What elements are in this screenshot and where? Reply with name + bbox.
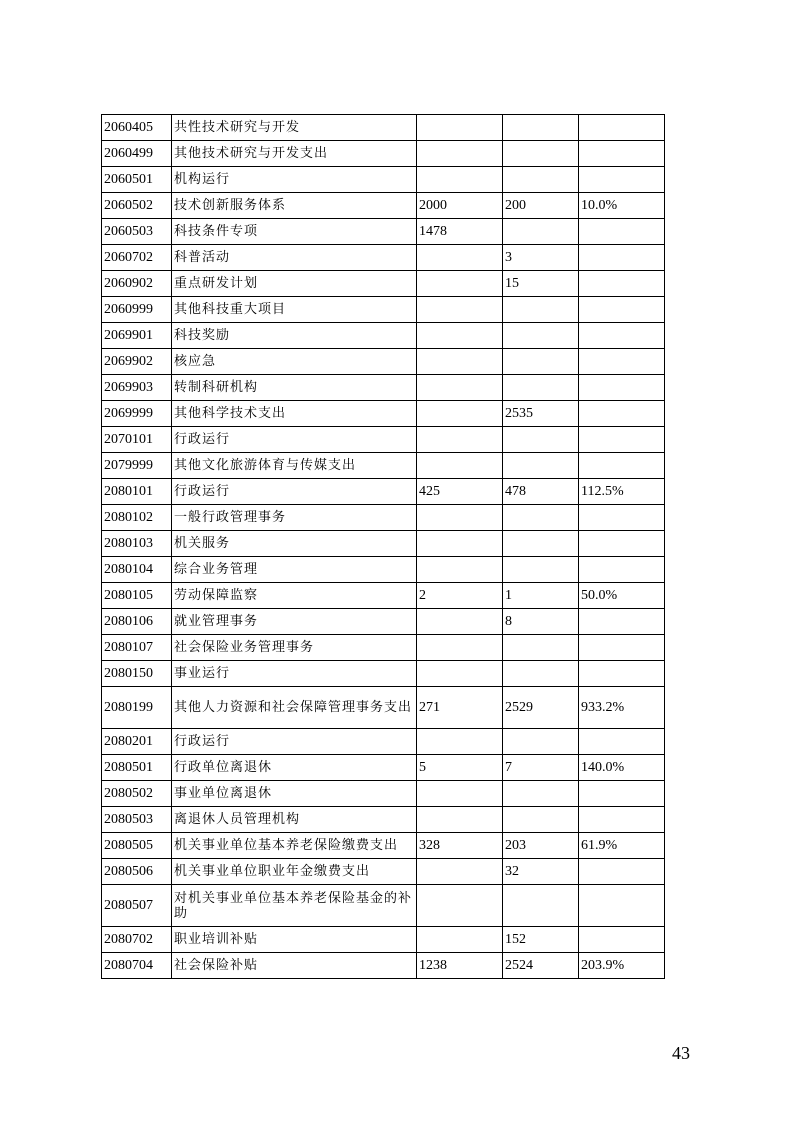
cell-col3: 5 <box>417 755 503 781</box>
cell-col5 <box>579 729 665 755</box>
cell-col5 <box>579 927 665 953</box>
cell-col4 <box>503 557 579 583</box>
cell-col4: 2524 <box>503 953 579 979</box>
cell-col4 <box>503 635 579 661</box>
cell-col4 <box>503 167 579 193</box>
cell-col3 <box>417 885 503 927</box>
table-row <box>102 115 665 141</box>
cell-col3 <box>417 781 503 807</box>
cell-col4: 1 <box>503 583 579 609</box>
cell-code: 2080201 <box>102 729 172 755</box>
cell-name: 其他科学技术支出 <box>172 401 417 427</box>
cell-code: 2070101 <box>102 427 172 453</box>
cell-col4: 152 <box>503 927 579 953</box>
page-number: 43 <box>672 1043 690 1063</box>
cell-col4 <box>503 531 579 557</box>
table-row <box>102 141 665 167</box>
cell-name: 行政单位离退休 <box>172 755 417 781</box>
cell-code: 2080102 <box>102 505 172 531</box>
cell-col4 <box>503 781 579 807</box>
cell-col3 <box>417 661 503 687</box>
cell-name: 科技奖励 <box>172 323 417 349</box>
cell-name: 转制科研机构 <box>172 375 417 401</box>
table-row <box>102 245 665 271</box>
cell-col5 <box>579 505 665 531</box>
cell-code: 2080101 <box>102 479 172 505</box>
cell-col3 <box>417 323 503 349</box>
table-row <box>102 271 665 297</box>
cell-col5 <box>579 167 665 193</box>
cell-name: 行政运行 <box>172 729 417 755</box>
table-row <box>102 635 665 661</box>
cell-name: 重点研发计划 <box>172 271 417 297</box>
cell-col3: 1478 <box>417 219 503 245</box>
cell-code: 2060902 <box>102 271 172 297</box>
cell-col4 <box>503 661 579 687</box>
cell-col3 <box>417 375 503 401</box>
cell-code: 2079999 <box>102 453 172 479</box>
cell-col5 <box>579 807 665 833</box>
cell-col5 <box>579 557 665 583</box>
cell-col5: 140.0% <box>579 755 665 781</box>
cell-code: 2060502 <box>102 193 172 219</box>
cell-col3 <box>417 453 503 479</box>
table-row <box>102 427 665 453</box>
cell-col4 <box>503 505 579 531</box>
table-row <box>102 349 665 375</box>
cell-col4 <box>503 297 579 323</box>
cell-col4: 203 <box>503 833 579 859</box>
cell-col3: 425 <box>417 479 503 505</box>
table-row <box>102 807 665 833</box>
cell-code: 2069999 <box>102 401 172 427</box>
cell-name: 行政运行 <box>172 427 417 453</box>
cell-col3 <box>417 635 503 661</box>
cell-col5 <box>579 609 665 635</box>
cell-code: 2080150 <box>102 661 172 687</box>
cell-name: 核应急 <box>172 349 417 375</box>
cell-code: 2080107 <box>102 635 172 661</box>
table-row <box>102 833 665 859</box>
cell-col4 <box>503 115 579 141</box>
cell-name: 社会保险业务管理事务 <box>172 635 417 661</box>
cell-col5 <box>579 115 665 141</box>
cell-col3: 1238 <box>417 953 503 979</box>
cell-name: 科普活动 <box>172 245 417 271</box>
cell-name: 劳动保障监察 <box>172 583 417 609</box>
cell-code: 2069901 <box>102 323 172 349</box>
cell-name: 综合业务管理 <box>172 557 417 583</box>
table-row <box>102 401 665 427</box>
cell-col4 <box>503 729 579 755</box>
cell-col5 <box>579 859 665 885</box>
cell-code: 2080105 <box>102 583 172 609</box>
cell-col3 <box>417 927 503 953</box>
cell-col3 <box>417 531 503 557</box>
cell-name: 机关事业单位基本养老保险缴费支出 <box>172 833 417 859</box>
table-row <box>102 927 665 953</box>
cell-name: 共性技术研究与开发 <box>172 115 417 141</box>
cell-col5 <box>579 297 665 323</box>
table-row <box>102 609 665 635</box>
cell-name: 就业管理事务 <box>172 609 417 635</box>
cell-code: 2080106 <box>102 609 172 635</box>
cell-col5 <box>579 401 665 427</box>
cell-col3 <box>417 167 503 193</box>
cell-col4: 2535 <box>503 401 579 427</box>
cell-col3 <box>417 115 503 141</box>
cell-col3 <box>417 557 503 583</box>
cell-col5 <box>579 323 665 349</box>
cell-name: 机构运行 <box>172 167 417 193</box>
table-row <box>102 505 665 531</box>
budget-table <box>101 114 665 979</box>
cell-col3: 271 <box>417 687 503 729</box>
cell-col5: 933.2% <box>579 687 665 729</box>
cell-col5 <box>579 781 665 807</box>
table-row <box>102 453 665 479</box>
cell-code: 2080505 <box>102 833 172 859</box>
table-row <box>102 781 665 807</box>
cell-code: 2080502 <box>102 781 172 807</box>
cell-col3 <box>417 401 503 427</box>
cell-code: 2080503 <box>102 807 172 833</box>
table-row <box>102 729 665 755</box>
cell-col3 <box>417 807 503 833</box>
cell-col5 <box>579 453 665 479</box>
cell-col3: 328 <box>417 833 503 859</box>
cell-col5 <box>579 141 665 167</box>
table-body <box>102 115 665 979</box>
cell-col5: 203.9% <box>579 953 665 979</box>
table-row <box>102 193 665 219</box>
cell-col4: 478 <box>503 479 579 505</box>
cell-col3 <box>417 729 503 755</box>
table-row <box>102 297 665 323</box>
cell-col4: 3 <box>503 245 579 271</box>
table-row <box>102 755 665 781</box>
cell-col3 <box>417 427 503 453</box>
table-row <box>102 375 665 401</box>
cell-col5: 112.5% <box>579 479 665 505</box>
cell-col4: 200 <box>503 193 579 219</box>
cell-col4 <box>503 375 579 401</box>
cell-code: 2080506 <box>102 859 172 885</box>
cell-col3: 2 <box>417 583 503 609</box>
cell-name: 技术创新服务体系 <box>172 193 417 219</box>
cell-code: 2069902 <box>102 349 172 375</box>
cell-col4 <box>503 453 579 479</box>
cell-col4 <box>503 141 579 167</box>
cell-name: 其他技术研究与开发支出 <box>172 141 417 167</box>
cell-col3 <box>417 505 503 531</box>
cell-name: 职业培训补贴 <box>172 927 417 953</box>
cell-code: 2080104 <box>102 557 172 583</box>
table-row <box>102 219 665 245</box>
cell-col3 <box>417 349 503 375</box>
cell-name: 事业单位离退休 <box>172 781 417 807</box>
cell-col5 <box>579 531 665 557</box>
cell-col4 <box>503 885 579 927</box>
table-row <box>102 323 665 349</box>
cell-code: 2060999 <box>102 297 172 323</box>
cell-name: 对机关事业单位基本养老保险基金的补助 <box>172 885 417 927</box>
cell-code: 2080704 <box>102 953 172 979</box>
cell-code: 2060499 <box>102 141 172 167</box>
cell-name: 科技条件专项 <box>172 219 417 245</box>
cell-col4 <box>503 349 579 375</box>
table-row <box>102 661 665 687</box>
table-row <box>102 479 665 505</box>
table-row <box>102 557 665 583</box>
cell-col4 <box>503 323 579 349</box>
cell-col3 <box>417 141 503 167</box>
cell-col5 <box>579 635 665 661</box>
cell-name: 一般行政管理事务 <box>172 505 417 531</box>
cell-col5 <box>579 219 665 245</box>
cell-col3 <box>417 297 503 323</box>
cell-code: 2060501 <box>102 167 172 193</box>
cell-col4: 2529 <box>503 687 579 729</box>
table-row <box>102 859 665 885</box>
cell-col4 <box>503 427 579 453</box>
cell-col4 <box>503 219 579 245</box>
cell-col5 <box>579 427 665 453</box>
cell-name: 其他文化旅游体育与传媒支出 <box>172 453 417 479</box>
cell-col5: 61.9% <box>579 833 665 859</box>
cell-col4: 15 <box>503 271 579 297</box>
cell-name: 其他人力资源和社会保障管理事务支出 <box>172 687 417 729</box>
cell-name: 事业运行 <box>172 661 417 687</box>
cell-col3 <box>417 859 503 885</box>
cell-col5 <box>579 271 665 297</box>
cell-col4: 32 <box>503 859 579 885</box>
cell-col3 <box>417 245 503 271</box>
table-row <box>102 167 665 193</box>
cell-col4: 7 <box>503 755 579 781</box>
cell-code: 2069903 <box>102 375 172 401</box>
table-row <box>102 583 665 609</box>
table-row <box>102 687 665 729</box>
table-row <box>102 885 665 927</box>
cell-col5 <box>579 375 665 401</box>
cell-name: 机关事业单位职业年金缴费支出 <box>172 859 417 885</box>
cell-col4: 8 <box>503 609 579 635</box>
cell-col5: 50.0% <box>579 583 665 609</box>
cell-col3 <box>417 271 503 297</box>
cell-code: 2080103 <box>102 531 172 557</box>
cell-name: 其他科技重大项目 <box>172 297 417 323</box>
cell-code: 2080507 <box>102 885 172 927</box>
cell-col5 <box>579 245 665 271</box>
cell-col3 <box>417 609 503 635</box>
cell-name: 社会保险补贴 <box>172 953 417 979</box>
table-row <box>102 953 665 979</box>
table-row <box>102 531 665 557</box>
cell-col5 <box>579 349 665 375</box>
cell-code: 2080702 <box>102 927 172 953</box>
cell-code: 2080501 <box>102 755 172 781</box>
cell-name: 离退休人员管理机构 <box>172 807 417 833</box>
cell-name: 机关服务 <box>172 531 417 557</box>
cell-col5: 10.0% <box>579 193 665 219</box>
cell-col5 <box>579 885 665 927</box>
cell-code: 2060405 <box>102 115 172 141</box>
cell-col5 <box>579 661 665 687</box>
cell-col3: 2000 <box>417 193 503 219</box>
cell-code: 2080199 <box>102 687 172 729</box>
cell-code: 2060503 <box>102 219 172 245</box>
cell-code: 2060702 <box>102 245 172 271</box>
cell-col4 <box>503 807 579 833</box>
cell-name: 行政运行 <box>172 479 417 505</box>
